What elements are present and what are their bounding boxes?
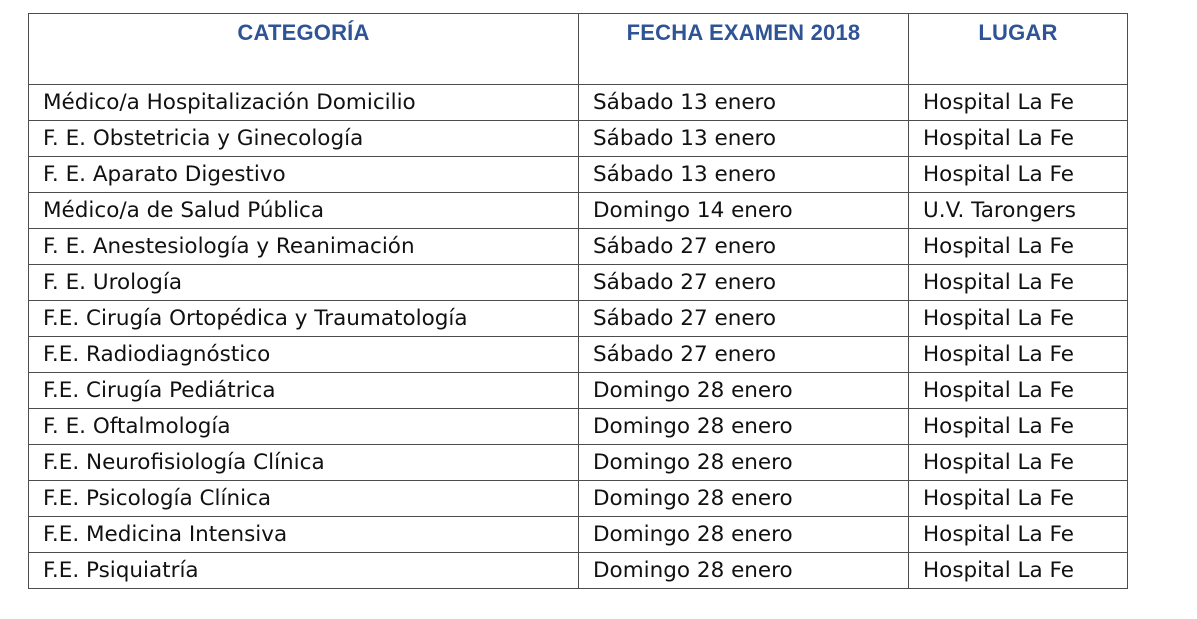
table-row <box>29 553 1128 589</box>
cell-date: Sábado 13 enero <box>579 85 909 121</box>
header-date: FECHA EXAMEN 2018 <box>579 14 909 85</box>
cell-category: F.E. Cirugía Pediátrica <box>29 373 579 409</box>
cell-place: Hospital La Fe <box>909 373 1128 409</box>
table-row <box>29 445 1128 481</box>
cell-place: Hospital La Fe <box>909 121 1128 157</box>
table-row <box>29 265 1128 301</box>
cell-place: Hospital La Fe <box>909 85 1128 121</box>
cell-place: U.V. Tarongers <box>909 193 1128 229</box>
table-row <box>29 481 1128 517</box>
cell-category: F.E. Psicología Clínica <box>29 481 579 517</box>
cell-category: F.E. Psiquiatría <box>29 553 579 589</box>
cell-date: Sábado 13 enero <box>579 121 909 157</box>
table-row <box>29 517 1128 553</box>
table-row <box>29 337 1128 373</box>
cell-place: Hospital La Fe <box>909 157 1128 193</box>
cell-date: Domingo 28 enero <box>579 517 909 553</box>
cell-place: Hospital La Fe <box>909 301 1128 337</box>
cell-date: Domingo 14 enero <box>579 193 909 229</box>
cell-place: Hospital La Fe <box>909 337 1128 373</box>
cell-category: F. E. Aparato Digestivo <box>29 157 579 193</box>
cell-date: Domingo 28 enero <box>579 553 909 589</box>
cell-date: Sábado 27 enero <box>579 265 909 301</box>
cell-category: F. E. Oftalmología <box>29 409 579 445</box>
table-row <box>29 229 1128 265</box>
cell-category: F.E. Cirugía Ortopédica y Traumatología <box>29 301 579 337</box>
cell-place: Hospital La Fe <box>909 445 1128 481</box>
cell-place: Hospital La Fe <box>909 229 1128 265</box>
cell-date: Sábado 13 enero <box>579 157 909 193</box>
exam-schedule-table <box>28 13 1128 589</box>
table-header <box>29 14 1128 85</box>
cell-place: Hospital La Fe <box>909 517 1128 553</box>
header-row <box>29 14 1128 85</box>
cell-category: F.E. Neurofisiología Clínica <box>29 445 579 481</box>
cell-date: Sábado 27 enero <box>579 337 909 373</box>
cell-date: Sábado 27 enero <box>579 229 909 265</box>
table-row <box>29 157 1128 193</box>
cell-category: Médico/a de Salud Pública <box>29 193 579 229</box>
table-row <box>29 85 1128 121</box>
table-row <box>29 373 1128 409</box>
cell-category: F. E. Urología <box>29 265 579 301</box>
table-row <box>29 121 1128 157</box>
cell-category: F. E. Anestesiología y Reanimación <box>29 229 579 265</box>
cell-date: Domingo 28 enero <box>579 409 909 445</box>
table-row <box>29 301 1128 337</box>
cell-place: Hospital La Fe <box>909 409 1128 445</box>
cell-date: Domingo 28 enero <box>579 481 909 517</box>
table-row <box>29 193 1128 229</box>
header-category: CATEGORÍA <box>29 14 579 85</box>
cell-place: Hospital La Fe <box>909 481 1128 517</box>
cell-place: Hospital La Fe <box>909 265 1128 301</box>
cell-date: Sábado 27 enero <box>579 301 909 337</box>
table-row <box>29 409 1128 445</box>
cell-date: Domingo 28 enero <box>579 373 909 409</box>
table-body <box>29 85 1128 589</box>
header-place: LUGAR <box>909 14 1128 85</box>
cell-category: F. E. Obstetricia y Ginecología <box>29 121 579 157</box>
cell-category: F.E. Radiodiagnóstico <box>29 337 579 373</box>
cell-date: Domingo 28 enero <box>579 445 909 481</box>
cell-place: Hospital La Fe <box>909 553 1128 589</box>
cell-category: Médico/a Hospitalización Domicilio <box>29 85 579 121</box>
cell-category: F.E. Medicina Intensiva <box>29 517 579 553</box>
